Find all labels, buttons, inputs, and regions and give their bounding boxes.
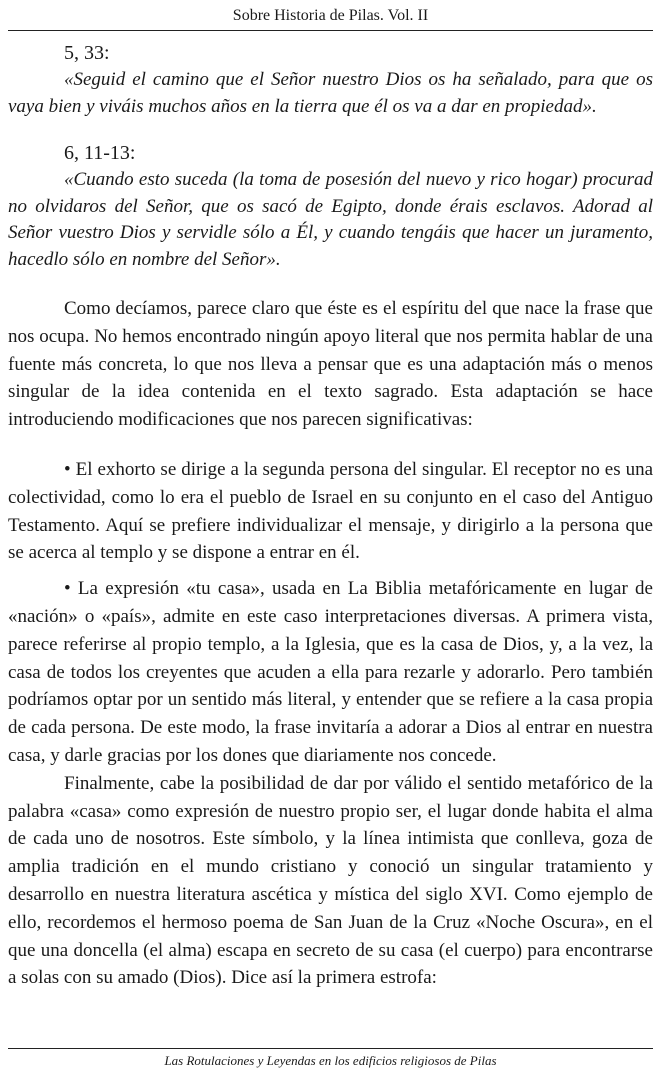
running-header: Sobre Historia de Pilas. Vol. II [232, 7, 429, 24]
scripture-quote: «Seguid el camino que el Señor nuestro Dios os ha señalado, para que os vaya bien y viváis muchos años en la tierra que él os va a dar en propiedad». [8, 69, 653, 117]
page-body [8, 40, 653, 992]
verse-reference: 5, 33: [64, 42, 110, 64]
intro-paragraph: Como decíamos, parece claro que éste es el espíritu del que nace la frase que nos ocupa. No hemos encontrado ningún apoyo literal que nos permita hablar de una fuente más concreta, lo que nos lleva a pensar que es una adaptación más o menos singular de la idea contenida en el texto sagrado. Esta adaptación se hace introduciendo modificaciones que nos parecen significativas: [8, 298, 653, 431]
running-footer: Las Rotulaciones y Leyendas en los edificios religiosos de Pilas [164, 1053, 497, 1068]
header-rule [8, 30, 653, 31]
bullet-paragraph: • La expresión «tu casa», usada en La Biblia metafóricamente en lugar de «nación» o «país», admite en este caso interpretaciones diversas. A primera vista, parece referirse al propio templo, a la Iglesia, que es la casa de Dios, y, a la vez, la casa de todos los creyentes que acuden a ella para rezarle y adorarlo. Pero también podríamos optar por un sentido más literal, y entender que se refiere a la casa propia de cada persona. De este modo, la frase invitaría a adorar a Dios al entrar en nuestra casa, y darle gracias por los dones que diariamente nos concede. [8, 578, 653, 766]
footer-rule [8, 1048, 653, 1049]
reference-block-2 [8, 140, 653, 273]
reference-block-1 [8, 40, 653, 120]
scripture-quote: «Cuando esto suceda (la toma de posesión del nuevo y rico hogar) procurad no olvidaros del Señor, que os sacó de Egipto, donde érais esclavos. Adorad al Señor vuestro Dios y servidle sólo a Él, y cuando tengáis que hacer un juramento, hacedlo sólo en nombre del Señor». [8, 169, 653, 270]
bullet-paragraph: • El exhorto se dirige a la segunda persona del singular. El receptor no es una colectividad, como lo era el pueblo de Israel en su conjunto en el caso del Antiguo Testamento. Aquí se prefiere individualizar el mensaje, y dirigirlo a la persona que se acerca al templo y se dispone a entrar en él. [8, 458, 653, 564]
closing-paragraph: Finalmente, cabe la posibilidad de dar por válido el sentido metafórico de la palabra «casa» como expresión de nuestro propio ser, el lugar donde habita el alma de cada uno de nosotros. Este símbolo, y la línea intimista que conlleva, goza de amplia tradición en el mundo cristiano y conoció un singular tratamiento y desarrollo en nuestra literatura ascética y mística del siglo XVI. Como ejemplo de ello, recordemos el hermoso poema de San Juan de la Cruz «Noche Oscura», en el que una doncella (el alma) escapa en secreto de su casa (el cuerpo) para encontrarse a solas con su amado (Dios). Dice así la primera estrofa: [8, 772, 653, 989]
verse-reference: 6, 11-13: [64, 142, 136, 164]
